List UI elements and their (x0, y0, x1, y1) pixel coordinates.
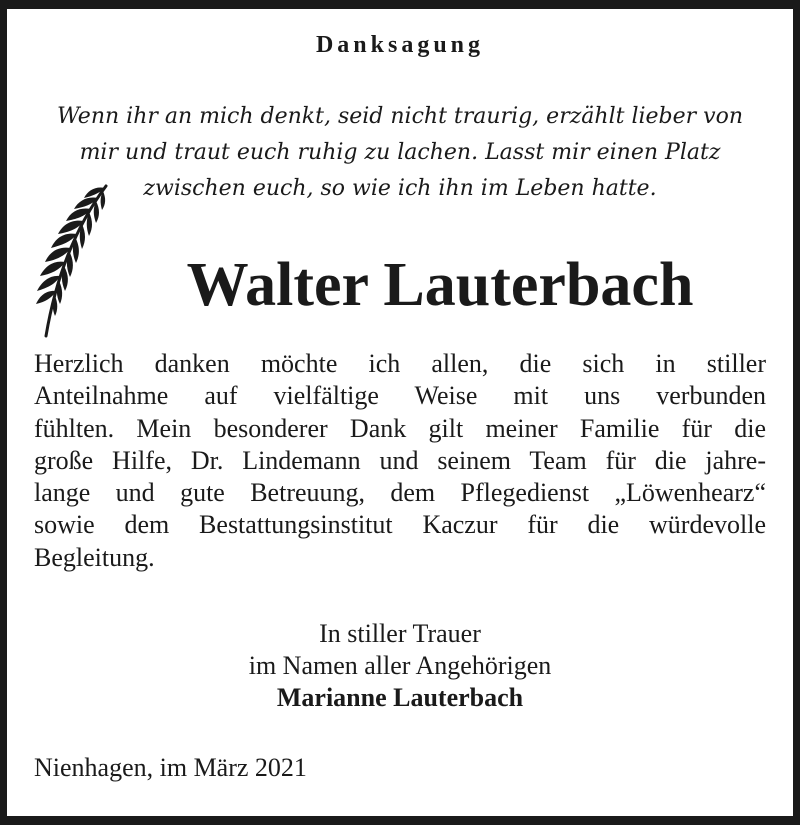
closing-block (0, 618, 800, 714)
verse-line: zwischen euch, so wie ich ihn im Leben hatte. (143, 176, 657, 201)
paragraph-line: Anteilnahme auf vielfältige Weise mit uns verbunden (34, 381, 766, 411)
deceased-name: Walter Lauterbach (186, 251, 694, 319)
paragraph-line: Herzlich danken möchte ich allen, die sich in stiller (34, 349, 766, 378)
closing-line: im Namen aller Angehörigen (248, 651, 552, 680)
signer-name: Marianne Lauterbach (276, 683, 524, 712)
paragraph-line: sowie dem Bestattungsinstitut Kaczur für die würdevolle (34, 510, 766, 540)
thanks-paragraph (34, 348, 766, 574)
notice-heading: Danksagung (315, 32, 485, 58)
closing-line: In stiller Trauer (319, 619, 481, 648)
verse-line: Wenn ihr an mich denkt, seid nicht traurig, erzählt lieber von (56, 104, 744, 129)
verse-line: mir und traut euch ruhig zu lachen. Lasst mir einen Platz (79, 140, 721, 165)
paragraph-line: große Hilfe, Dr. Lindemann und seinem Team für die jahre- (34, 445, 766, 475)
paragraph-line: fühlten. Mein besonderer Dank gilt meiner Familie für die (34, 413, 766, 443)
paragraph-line: lange und gute Betreuung, dem Pflegedienst „Löwenhearz“ (34, 478, 766, 508)
place-date: Nienhagen, im März 2021 (34, 753, 307, 782)
paragraph-line: Begleitung. (34, 542, 155, 572)
memorial-verse (20, 99, 780, 207)
